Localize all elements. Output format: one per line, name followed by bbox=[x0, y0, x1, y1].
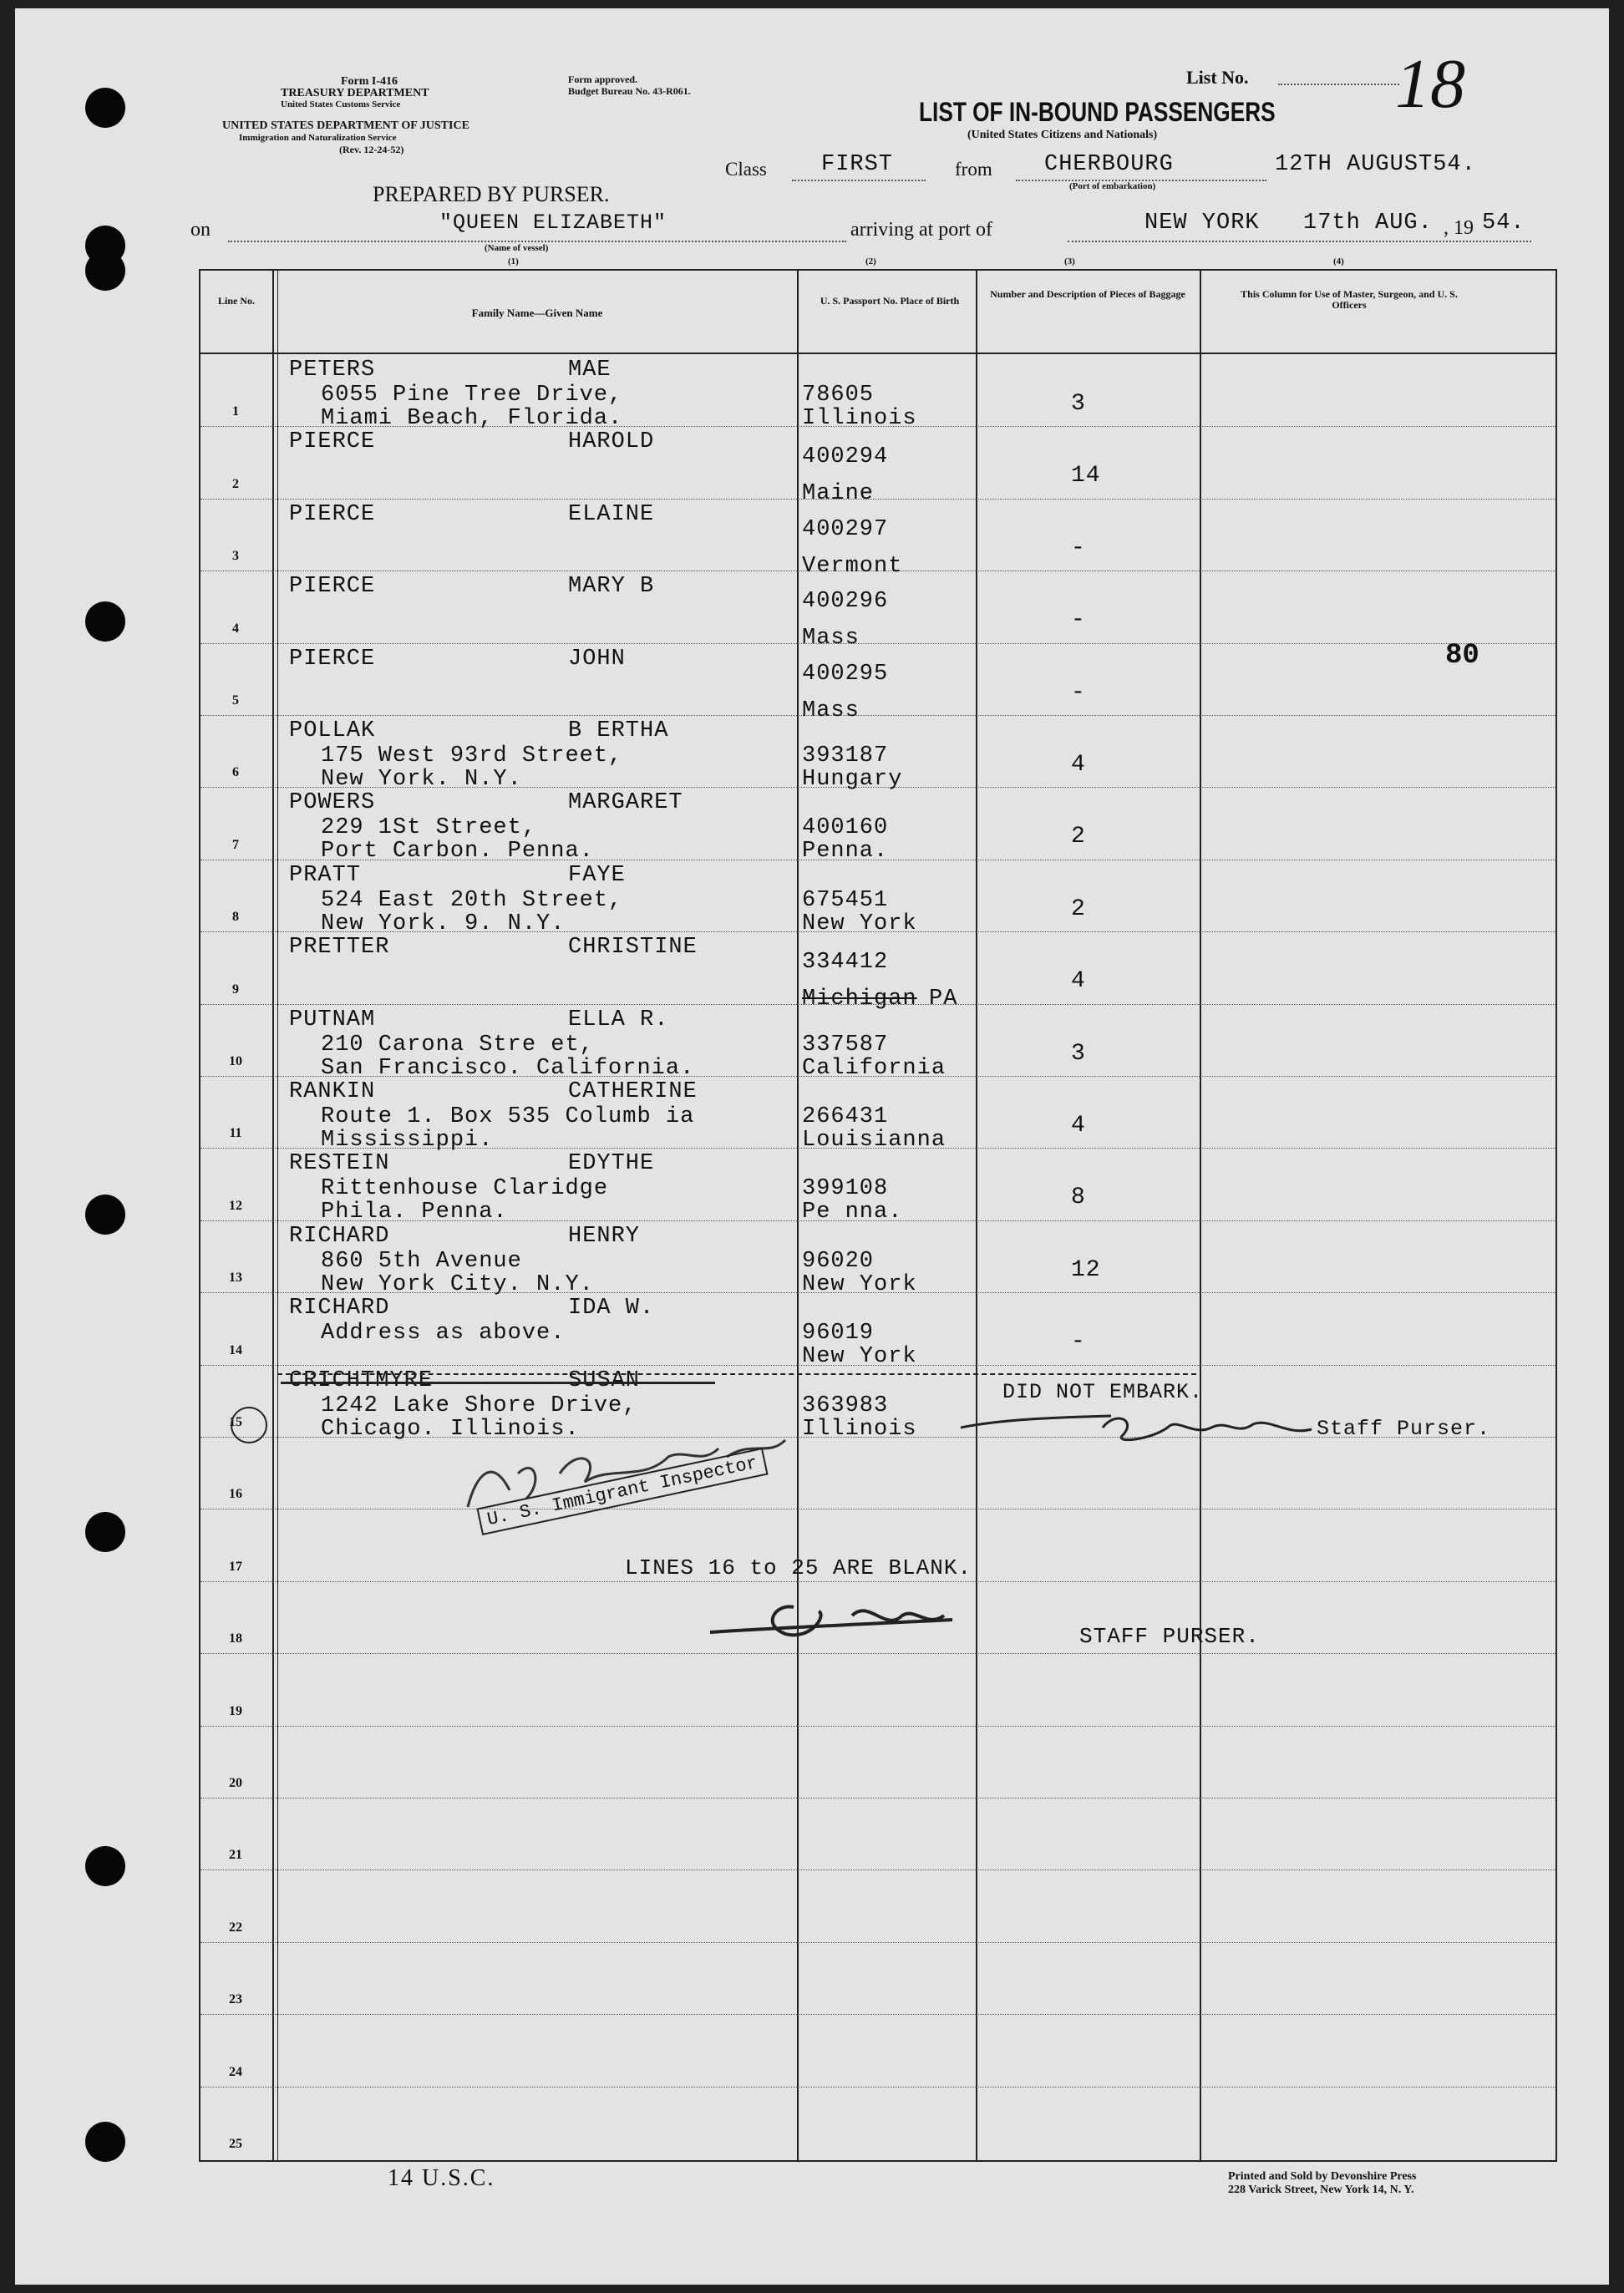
line-number: 2 bbox=[232, 476, 239, 491]
col-num: (1) bbox=[508, 256, 519, 266]
baggage-count: - bbox=[1071, 679, 1086, 706]
address-line-1: 6055 Pine Tree Drive, bbox=[321, 383, 623, 408]
address-line-1: 210 Carona Stre et, bbox=[321, 1032, 594, 1058]
address-line-1: 860 5th Avenue bbox=[321, 1248, 522, 1274]
place-of-birth: New York bbox=[802, 1344, 917, 1370]
passport-number: 675451 bbox=[802, 887, 889, 913]
given-name: HENRY bbox=[568, 1223, 641, 1249]
col-num: (2) bbox=[865, 256, 876, 266]
line-number: 19 bbox=[229, 1703, 242, 1718]
family-name: CRICHTMYRE bbox=[289, 1367, 434, 1393]
baggage-count: 2 bbox=[1071, 895, 1086, 922]
list-no-handwritten: 18 bbox=[1395, 45, 1465, 123]
col-num: (3) bbox=[1064, 256, 1075, 266]
staff-purser-note: Staff Purser. bbox=[1317, 1417, 1491, 1441]
place-of-birth: Mass bbox=[802, 698, 860, 723]
baggage-count: 2 bbox=[1071, 824, 1086, 850]
row-rule bbox=[200, 1942, 1555, 1943]
family-name: PETERS bbox=[289, 358, 376, 383]
place-of-birth: Maine bbox=[802, 481, 875, 507]
list-no-label: List No. bbox=[1186, 67, 1249, 88]
line-number: 18 bbox=[229, 1631, 242, 1646]
given-name: MARY B bbox=[568, 574, 655, 600]
passport-number: 96020 bbox=[802, 1248, 875, 1274]
given-name: B ERTHA bbox=[568, 718, 669, 743]
embark-caption: (Port of embarkation) bbox=[1069, 181, 1156, 191]
treasury-dept: TREASURY DEPARTMENT bbox=[281, 87, 429, 99]
given-name: IDA W. bbox=[568, 1296, 655, 1322]
place-of-birth: Mass bbox=[802, 626, 860, 652]
given-name: MAE bbox=[568, 358, 612, 383]
punch-hole bbox=[85, 251, 125, 291]
col-num: (4) bbox=[1333, 256, 1344, 266]
address-line-2: Miami Beach, Florida. bbox=[321, 406, 623, 431]
row-rule bbox=[200, 1653, 1555, 1654]
family-name: PIERCE bbox=[289, 501, 376, 527]
line-number: 23 bbox=[229, 1992, 242, 2007]
passport-number: 400297 bbox=[802, 516, 889, 542]
class-value: FIRST bbox=[821, 152, 894, 177]
line-number: 15 bbox=[229, 1415, 242, 1429]
line-number: 6 bbox=[232, 765, 239, 780]
line-number: 13 bbox=[229, 1271, 242, 1286]
place-of-birth: Illinois bbox=[802, 406, 917, 431]
family-name: PIERCE bbox=[289, 574, 376, 600]
given-name: SUSAN bbox=[568, 1367, 641, 1393]
line-number: 9 bbox=[232, 982, 239, 997]
family-name: RICHARD bbox=[289, 1296, 390, 1322]
place-of-birth: New York bbox=[802, 1271, 917, 1297]
place-of-birth: Michigan bbox=[802, 987, 917, 1012]
passport-number: 399108 bbox=[802, 1176, 889, 1202]
row-rule bbox=[200, 2087, 1555, 2088]
passport-number: 400295 bbox=[802, 661, 889, 687]
baggage-count: 4 bbox=[1071, 968, 1086, 995]
ins-service: Immigration and Naturalization Service bbox=[239, 133, 397, 143]
address-line-2: New York. 9. N.Y. bbox=[321, 911, 566, 936]
punch-hole bbox=[85, 1195, 125, 1235]
prepared-by: PREPARED BY PURSER. bbox=[373, 182, 610, 206]
arriving-label: arriving at port of bbox=[850, 219, 992, 241]
purser-signature-2 bbox=[702, 1582, 977, 1649]
vessel-name: "QUEEN ELIZABETH" bbox=[439, 211, 667, 235]
year-prefix: , 19 bbox=[1444, 217, 1474, 239]
form-approved: Form approved. bbox=[568, 74, 638, 85]
address-line-2: New York. N.Y. bbox=[321, 767, 522, 792]
passport-number: 96019 bbox=[802, 1321, 875, 1347]
passport-number: 363983 bbox=[802, 1393, 889, 1418]
line-number: 7 bbox=[232, 837, 239, 852]
family-name: POWERS bbox=[289, 790, 376, 816]
passport-number: 400296 bbox=[802, 589, 889, 615]
family-name: POLLAK bbox=[289, 718, 376, 743]
line-number: 14 bbox=[229, 1342, 242, 1357]
budget-bureau: Budget Bureau No. 43-R061. bbox=[568, 85, 691, 97]
row-rule bbox=[200, 1726, 1555, 1727]
line-number: 16 bbox=[229, 1487, 242, 1502]
line-number: 17 bbox=[229, 1559, 242, 1574]
address-line-1: Address as above. bbox=[321, 1321, 566, 1347]
col-header-line: Line No. bbox=[217, 295, 255, 307]
customs-service: United States Customs Service bbox=[281, 99, 401, 109]
footer-code: 14 U.S.C. bbox=[388, 2165, 495, 2191]
family-name: RESTEIN bbox=[289, 1151, 390, 1177]
given-name: HAROLD bbox=[568, 429, 655, 455]
line-number: 10 bbox=[229, 1054, 242, 1068]
arrival-port: NEW YORK bbox=[1144, 211, 1260, 236]
address-line-1: 1242 Lake Shore Drive, bbox=[321, 1393, 637, 1418]
line-number: 21 bbox=[229, 1848, 242, 1863]
passport-number: 400160 bbox=[802, 815, 889, 841]
place-of-birth: Vermont bbox=[802, 553, 903, 579]
officer-note: 80 bbox=[1445, 640, 1479, 672]
punch-hole bbox=[85, 1512, 125, 1552]
justice-dept: UNITED STATES DEPARTMENT OF JUSTICE bbox=[222, 119, 469, 132]
family-name: PRETTER bbox=[289, 935, 390, 961]
passenger-table bbox=[199, 269, 1557, 2162]
family-name: RANKIN bbox=[289, 1079, 376, 1104]
baggage-count: 4 bbox=[1071, 1113, 1086, 1139]
row-rule bbox=[200, 2014, 1555, 2015]
arrival-year: 54. bbox=[1482, 211, 1525, 236]
col-header-name: Family Name—Given Name bbox=[471, 307, 603, 319]
baggage-count: 4 bbox=[1071, 752, 1086, 778]
passport-number: 334412 bbox=[802, 950, 889, 976]
given-name: MARGARET bbox=[568, 790, 683, 816]
place-of-birth: Hungary bbox=[802, 767, 903, 792]
vessel-caption: (Name of vessel) bbox=[485, 243, 549, 253]
given-name: FAYE bbox=[568, 862, 626, 888]
baggage-count: 3 bbox=[1071, 391, 1086, 417]
punch-hole bbox=[85, 1846, 125, 1886]
address-line-2: San Francisco. California. bbox=[321, 1055, 695, 1081]
address-line-2: Port Carbon. Penna. bbox=[321, 839, 594, 865]
line-number: 20 bbox=[229, 1776, 242, 1790]
family-name: PRATT bbox=[289, 862, 362, 888]
place-of-birth-correction: PA bbox=[929, 987, 958, 1012]
arrival-date: 17th AUG. bbox=[1303, 211, 1433, 236]
col-header-passport: U. S. Passport No. Place of Birth bbox=[820, 295, 960, 307]
class-label: Class bbox=[725, 159, 767, 180]
place-of-birth: Pe nna. bbox=[802, 1200, 903, 1225]
immigrant-inspector-stamp: U. S. Immigrant Inspector bbox=[476, 1448, 768, 1535]
line-number: 22 bbox=[229, 1920, 242, 1935]
row-rule bbox=[200, 715, 1555, 716]
embark-date: 12TH AUGUST54. bbox=[1275, 152, 1476, 177]
punch-hole bbox=[85, 601, 125, 642]
baggage-count: 3 bbox=[1071, 1040, 1086, 1067]
given-name: JOHN bbox=[568, 646, 626, 672]
punch-hole bbox=[85, 2122, 125, 2162]
baggage-count: - bbox=[1071, 607, 1086, 634]
passport-number: 266431 bbox=[802, 1104, 889, 1129]
blank-lines-note: LINES 16 to 25 ARE BLANK. bbox=[625, 1555, 972, 1580]
family-name: PUTNAM bbox=[289, 1007, 376, 1032]
place-of-birth: New York bbox=[802, 911, 917, 936]
line-number: 8 bbox=[232, 910, 239, 925]
strike-through bbox=[281, 1382, 715, 1384]
from-label: from bbox=[955, 159, 992, 180]
line-number: 3 bbox=[232, 549, 239, 564]
baggage-count: 12 bbox=[1071, 1256, 1101, 1283]
staff-purser-label: STAFF PURSER. bbox=[1079, 1624, 1260, 1649]
list-title: LIST OF IN-BOUND PASSENGERS bbox=[919, 97, 1276, 127]
address-line-2: New York City. N.Y. bbox=[321, 1271, 594, 1297]
passport-number: 400294 bbox=[802, 444, 889, 470]
row-rule bbox=[200, 643, 1555, 644]
baggage-count: - bbox=[1071, 535, 1086, 561]
address-line-2: Phila. Penna. bbox=[321, 1200, 508, 1225]
purser-signature bbox=[952, 1394, 1337, 1453]
did-not-embark: DID NOT EMBARK. bbox=[1002, 1380, 1204, 1404]
passport-number: 337587 bbox=[802, 1032, 889, 1058]
address-line-2: Mississippi. bbox=[321, 1128, 494, 1153]
form-sheet bbox=[15, 8, 1609, 2285]
line-number: 12 bbox=[229, 1198, 242, 1213]
col-header-baggage: Number and Description of Pieces of Baggage bbox=[990, 288, 1185, 300]
family-name: PIERCE bbox=[289, 646, 376, 672]
place-of-birth: Louisianna bbox=[802, 1128, 946, 1153]
revision: (Rev. 12-24-52) bbox=[339, 144, 404, 155]
given-name: ELAINE bbox=[568, 501, 655, 527]
address-line-1: 229 1St Street, bbox=[321, 815, 537, 841]
line-number: 1 bbox=[232, 404, 239, 419]
baggage-count: 14 bbox=[1071, 463, 1101, 490]
given-name: CATHERINE bbox=[568, 1079, 698, 1104]
address-line-1: 175 West 93rd Street, bbox=[321, 743, 623, 769]
given-name: ELLA R. bbox=[568, 1007, 669, 1032]
row-rule bbox=[200, 1869, 1555, 1870]
address-line-2: Chicago. Illinois. bbox=[321, 1416, 580, 1442]
list-subtitle: (United States Citizens and Nationals) bbox=[967, 129, 1158, 141]
line-number: 24 bbox=[229, 2064, 242, 2079]
address-line-1: Rittenhouse Claridge bbox=[321, 1176, 609, 1202]
family-name: RICHARD bbox=[289, 1223, 390, 1249]
line-number: 25 bbox=[229, 2137, 242, 2151]
baggage-count: 8 bbox=[1071, 1185, 1086, 1211]
passport-number: 78605 bbox=[802, 383, 875, 408]
given-name: CHRISTINE bbox=[568, 935, 698, 961]
line-number: 4 bbox=[232, 621, 239, 636]
printer-line-2: 228 Varick Street, New York 14, N. Y. bbox=[1228, 2184, 1414, 2196]
place-of-birth: California bbox=[802, 1055, 946, 1081]
family-name: PIERCE bbox=[289, 429, 376, 455]
place-of-birth: Penna. bbox=[802, 839, 889, 865]
baggage-count: - bbox=[1071, 1329, 1086, 1356]
address-line-1: Route 1. Box 535 Columb ia bbox=[321, 1104, 695, 1129]
address-line-1: 524 East 20th Street, bbox=[321, 887, 623, 913]
passport-number: 393187 bbox=[802, 743, 889, 769]
given-name: EDYTHE bbox=[568, 1151, 655, 1177]
place-of-birth: Illinois bbox=[802, 1416, 917, 1442]
punch-hole bbox=[85, 88, 125, 128]
on-label: on bbox=[190, 219, 211, 241]
printer-line-1: Printed and Sold by Devonshire Press bbox=[1228, 2170, 1417, 2183]
line-number: 5 bbox=[232, 693, 239, 708]
form-number: Form I-416 bbox=[341, 75, 398, 88]
row-rule bbox=[200, 499, 1555, 500]
embark-port: CHERBOURG bbox=[1044, 152, 1174, 177]
col-header-officers: This Column for Use of Master, Surgeon, and U. S. Officers bbox=[1241, 288, 1458, 311]
line-number: 11 bbox=[229, 1126, 242, 1141]
